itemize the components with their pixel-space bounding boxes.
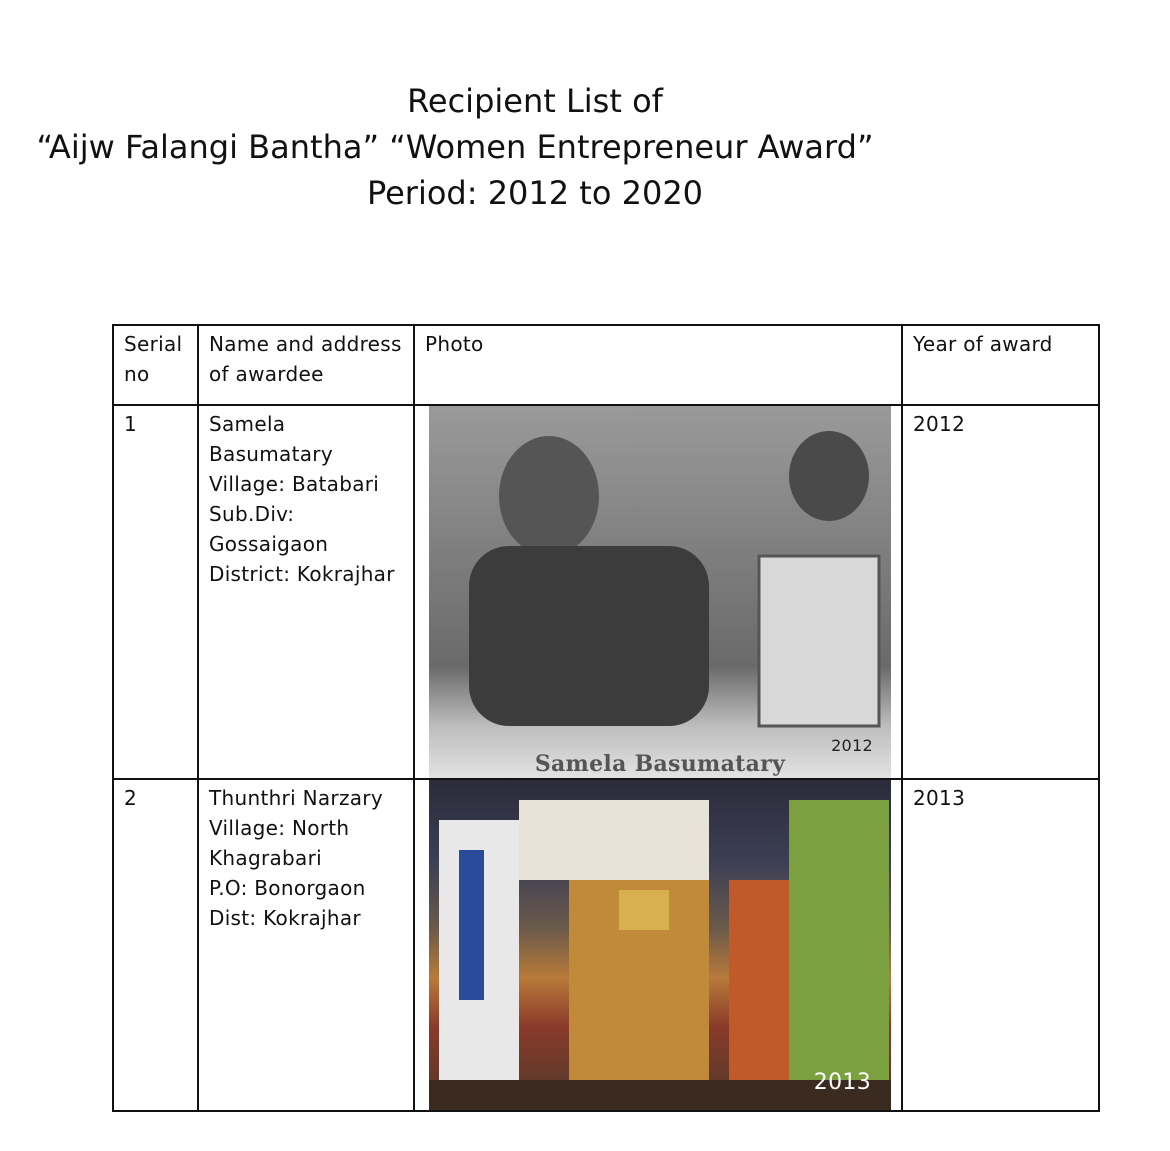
photo-year-overlay: 2013 xyxy=(813,1070,871,1095)
photo-placeholder-svg xyxy=(429,780,891,1110)
photo-figure xyxy=(789,800,889,1090)
serial-cell: 2 xyxy=(113,779,198,1111)
address-line: Khagrabari xyxy=(209,846,322,870)
address-line: P.O: Bonorgaon xyxy=(209,876,366,900)
recipient-table xyxy=(112,324,1100,1112)
address-line: Thunthri Narzary xyxy=(209,786,383,810)
photo-figure xyxy=(469,546,709,726)
title-line-2: “Aijw Falangi Bantha” “Women Entrepreneur Award” xyxy=(36,128,874,166)
address-line: Basumatary xyxy=(209,442,333,466)
photo-scarf xyxy=(459,850,484,1000)
table-row xyxy=(113,405,1099,779)
header-serial-line: Serial xyxy=(124,332,183,356)
address-line: Samela xyxy=(209,412,286,436)
document-title xyxy=(0,78,1070,216)
header-year: Year of award xyxy=(902,325,1099,405)
title-line-1: Recipient List of xyxy=(407,82,663,120)
photo-banner xyxy=(519,800,709,880)
photo-caption-year: 2012 xyxy=(831,736,873,755)
address-cell xyxy=(198,405,414,779)
photo-certificate xyxy=(759,556,879,726)
address-line: Gossaigaon xyxy=(209,532,329,556)
header-photo: Photo xyxy=(414,325,902,405)
title-line-3: Period: 2012 to 2020 xyxy=(366,174,704,212)
photo-certificate xyxy=(619,890,669,930)
awardee-photo xyxy=(429,780,891,1110)
header-serial xyxy=(113,325,198,405)
header-name xyxy=(198,325,414,405)
photo-figure xyxy=(499,436,599,556)
photo-caption-name: Samela Basumatary xyxy=(534,751,786,777)
header-serial-line: no xyxy=(124,362,150,386)
address-line: District: Kokrajhar xyxy=(209,562,395,586)
address-line: Dist: Kokrajhar xyxy=(209,906,361,930)
photo-cell xyxy=(414,405,902,779)
header-name-line: of awardee xyxy=(209,362,324,386)
address-line: Village: Batabari xyxy=(209,472,380,496)
address-line: Village: North xyxy=(209,816,350,840)
table-header-row xyxy=(113,325,1099,405)
awardee-photo xyxy=(429,406,891,778)
year-cell: 2012 xyxy=(902,405,1099,779)
address-line: Sub.Div: xyxy=(209,502,295,526)
photo-figure xyxy=(729,880,799,1100)
photo-placeholder-svg xyxy=(429,406,891,772)
photo-figure xyxy=(789,431,869,521)
header-name-line: Name and address xyxy=(209,332,402,356)
address-cell xyxy=(198,779,414,1111)
serial-cell: 1 xyxy=(113,405,198,779)
table-row xyxy=(113,779,1099,1111)
photo-cell xyxy=(414,779,902,1111)
year-cell: 2013 xyxy=(902,779,1099,1111)
